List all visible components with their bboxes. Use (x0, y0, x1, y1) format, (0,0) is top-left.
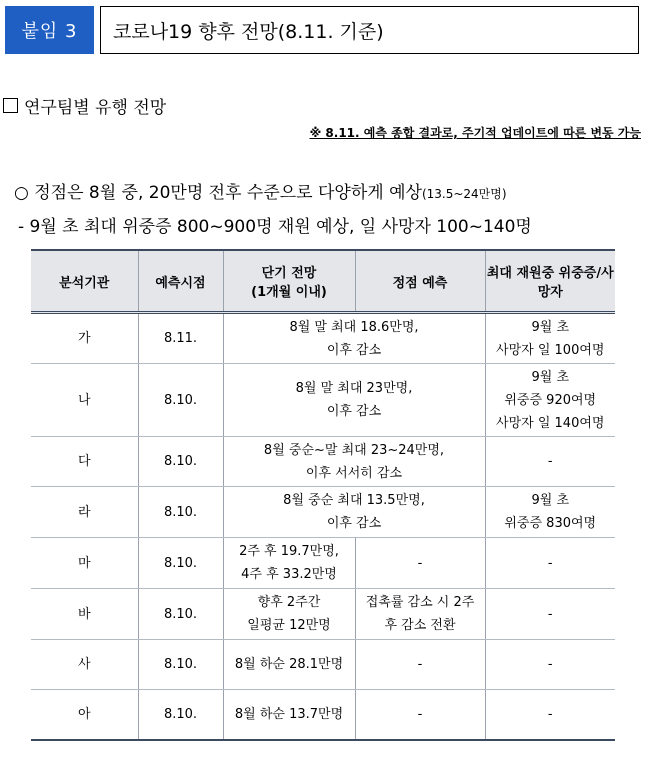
cell-date: 8.10. (138, 364, 223, 437)
table-row (31, 487, 615, 538)
cell-org: 나 (31, 364, 138, 437)
cell-max: 9월 초 사망자 일 100여명 (485, 313, 615, 364)
cell-max: - (485, 437, 615, 487)
col-header-org: 분석기관 (31, 250, 138, 313)
cell-org: 가 (31, 313, 138, 364)
section-title (3, 93, 166, 118)
checkbox-square-icon (3, 98, 18, 113)
cell-peak: - (355, 538, 485, 589)
cell-short: 향후 2주간 일평균 12만명 (223, 589, 355, 640)
col-header-short: 단기 전망 (1개월 이내) (223, 250, 355, 313)
table-row (31, 640, 615, 690)
table-row (31, 589, 615, 640)
cell-short: 2주 후 19.7만명, 4주 후 33.2만명 (223, 538, 355, 589)
cell-date: 8.10. (138, 538, 223, 589)
table-row (31, 313, 615, 364)
forecast-table (31, 249, 615, 741)
table-header-row (31, 250, 615, 313)
bullet-peak-text: ○ 정점은 8월 중, 20만명 전후 수준으로 다양하게 예상 (14, 183, 422, 203)
cell-date: 8.10. (138, 640, 223, 690)
cell-org: 사 (31, 640, 138, 690)
cell-date: 8.10. (138, 487, 223, 538)
cell-max: - (485, 538, 615, 589)
cell-org: 바 (31, 589, 138, 640)
cell-org: 아 (31, 690, 138, 740)
section-title-text: 연구팀별 유행 전망 (24, 98, 167, 118)
cell-max: - (485, 690, 615, 740)
cell-short-peak: 8월 중순 최대 13.5만명, 이후 감소 (223, 487, 485, 538)
cell-date: 8.10. (138, 589, 223, 640)
cell-max: 9월 초 위중증 830여명 (485, 487, 615, 538)
attachment-tag: 붙임 3 (5, 6, 94, 54)
cell-max: 9월 초 위중증 920여명 사망자 일 140여명 (485, 364, 615, 437)
cell-short-peak: 8월 말 최대 23만명, 이후 감소 (223, 364, 485, 437)
cell-peak: 접촉률 감소 시 2주 후 감소 전환 (355, 589, 485, 640)
bullet-peak (14, 178, 507, 203)
update-note: ※ 8.11. 예측 종합 결과로, 주기적 업데이트에 따른 변동 가능 (309, 126, 641, 140)
table-row (31, 364, 615, 437)
bullet-peak-range: (13.5~24만명) (421, 187, 507, 201)
cell-org: 마 (31, 538, 138, 589)
cell-peak: - (355, 640, 485, 690)
cell-max: - (485, 589, 615, 640)
cell-date: 8.10. (138, 690, 223, 740)
cell-short-peak: 8월 말 최대 18.6만명, 이후 감소 (223, 313, 485, 364)
col-header-peak: 정점 예측 (355, 250, 485, 313)
bullet-severe: - 9월 초 최대 위중증 800~900명 재원 예상, 일 사망자 100~140명 (18, 217, 532, 237)
col-header-date: 예측시점 (138, 250, 223, 313)
table-row (31, 690, 615, 740)
cell-short: 8월 하순 13.7만명 (223, 690, 355, 740)
table-row (31, 538, 615, 589)
col-header-max: 최대 재원중 위중증/사망자 (485, 250, 615, 313)
page-title: 코로나19 향후 전망(8.11. 기준) (100, 6, 639, 54)
cell-peak: - (355, 690, 485, 740)
cell-short: 8월 하순 28.1만명 (223, 640, 355, 690)
table-row (31, 437, 615, 487)
cell-date: 8.10. (138, 437, 223, 487)
cell-date: 8.11. (138, 313, 223, 364)
cell-max: - (485, 640, 615, 690)
cell-org: 라 (31, 487, 138, 538)
cell-short-peak: 8월 중순~말 최대 23~24만명, 이후 서서히 감소 (223, 437, 485, 487)
cell-org: 다 (31, 437, 138, 487)
